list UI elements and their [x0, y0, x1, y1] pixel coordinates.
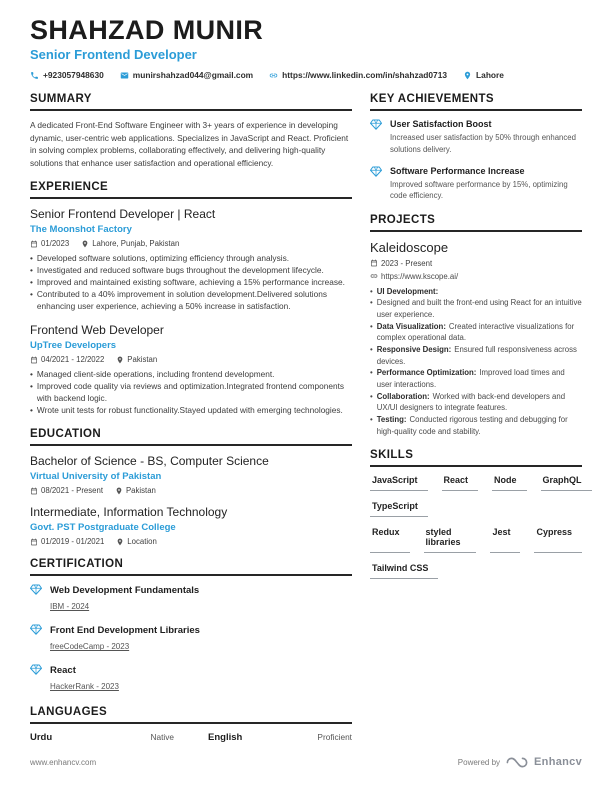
- achievement-entry: [370, 166, 582, 202]
- page-footer: [30, 756, 582, 768]
- skills-row: [370, 475, 582, 491]
- certification-heading: CERTIFICATION: [30, 558, 352, 576]
- enhancv-logo-icon: [506, 757, 528, 768]
- language-entry: [30, 732, 174, 743]
- project-bullet: • Data Visualization: Created interactive visualizations for complex operational data.: [370, 321, 575, 343]
- project-bullet: • Testing: Conducted rigorous testing and debugging for high-quality code and stability.: [370, 415, 568, 436]
- achievement-entry: [370, 119, 582, 155]
- project-bullet: • Collaboration: Worked with back-end developers and UX/UI designers to integrate features.: [370, 391, 566, 413]
- project-date-row: [370, 259, 582, 268]
- certification-section: [30, 558, 352, 694]
- education-entry: [30, 505, 352, 546]
- bullet-item: • Improved and maintained existing software, achieving a 15% performance increase.: [30, 277, 345, 288]
- job-bullets: [30, 368, 352, 416]
- degree-date: [30, 486, 103, 495]
- achievement-title: User Satisfaction Boost: [390, 119, 492, 130]
- location-pin-icon: [115, 487, 123, 495]
- bullet-item: • Improved code quality via reviews and optimization.Integrated frontend components with backend logic.: [30, 381, 345, 404]
- experience-section: [30, 181, 352, 416]
- company-name: The Moonshot Factory: [30, 224, 132, 236]
- cert-issuer-link[interactable]: freeCodeCamp - 2023: [50, 642, 130, 652]
- degree-title: Intermediate, Information Technology: [30, 505, 228, 520]
- email-icon: [120, 71, 129, 80]
- job-location-value: Pakistan: [127, 355, 158, 365]
- project-url-link[interactable]: https://www.kscope.ai/: [381, 271, 459, 281]
- location-pin-icon: [81, 240, 89, 248]
- calendar-icon: [30, 356, 38, 364]
- diamond-icon: [30, 584, 42, 595]
- skill-tag: TypeScript: [370, 501, 428, 517]
- language-level: Native: [150, 732, 174, 743]
- project-bullet: • Designed and built the front-end using React for an intuitive user experience.: [370, 298, 582, 319]
- link-icon: [370, 272, 378, 280]
- job-title: Frontend Web Developer: [30, 323, 164, 338]
- education-heading: EDUCATION: [30, 428, 352, 446]
- certification-entry: [30, 664, 352, 694]
- location-pin-icon: [116, 356, 124, 364]
- project-bullet: • Responsive Design: Ensured full responsiveness across devices.: [370, 344, 577, 366]
- job-date: [30, 239, 69, 248]
- job-bullets: [30, 252, 352, 312]
- cert-issuer-link[interactable]: HackerRank - 2023: [50, 682, 119, 692]
- job-date-value: 04/2021 - 12/2022: [41, 355, 105, 365]
- calendar-icon: [30, 240, 38, 248]
- right-column: [370, 93, 582, 755]
- degree-location-value: Pakistan: [125, 486, 156, 496]
- company-name: UpTree Developers: [30, 340, 117, 352]
- job-location: [81, 239, 179, 248]
- degree-meta: [30, 537, 352, 546]
- language-name: English: [208, 732, 243, 744]
- job-location: [116, 355, 157, 364]
- skill-tag: Redux: [370, 527, 410, 553]
- diamond-icon: [30, 664, 42, 675]
- enhancv-brand-name: Enhancv: [534, 756, 582, 768]
- key-achievements-section: [370, 93, 582, 201]
- languages-heading: LANGUAGES: [30, 706, 352, 724]
- key-achievements-heading: KEY ACHIEVEMENTS: [370, 93, 582, 111]
- powered-by: [458, 756, 582, 768]
- experience-heading: EXPERIENCE: [30, 181, 352, 199]
- job-date: [30, 355, 104, 364]
- skills-heading: SKILLS: [370, 449, 582, 467]
- skill-tag: styled libraries: [424, 527, 477, 553]
- calendar-icon: [30, 487, 38, 495]
- school-name: Govt. PST Postgraduate College: [30, 522, 176, 534]
- diamond-icon: [370, 119, 382, 130]
- calendar-icon: [30, 538, 38, 546]
- project-bullet: • Performance Optimization: Improved load times and user interactions.: [370, 368, 565, 390]
- degree-date-value: 01/2019 - 01/2021: [41, 537, 105, 547]
- project-title: Kaleidoscope: [370, 239, 449, 255]
- degree-title: Bachelor of Science - BS, Computer Science: [30, 454, 269, 469]
- skills-row: [370, 501, 582, 517]
- job-meta: [30, 355, 352, 364]
- location-value: Lahore: [476, 70, 504, 81]
- link-icon: [269, 71, 278, 80]
- calendar-icon: [370, 259, 378, 267]
- degree-location: [116, 537, 156, 546]
- skills-row: [370, 563, 582, 579]
- skill-tag: Tailwind CSS: [370, 563, 438, 579]
- cert-issuer-link[interactable]: IBM - 2024: [50, 602, 90, 612]
- achievement-text: Improved software performance by 15%, optimizing code efficiency.: [390, 179, 568, 201]
- skill-tag: Jest: [490, 527, 520, 553]
- experience-entry: [30, 323, 352, 416]
- bullet-item: • Managed client-side operations, including frontend development.: [30, 369, 275, 380]
- bullet-item: • Wrote unit tests for robust functionality.Stayed updated with emerging technologies.: [30, 405, 343, 416]
- degree-date: [30, 537, 104, 546]
- skills-row: [370, 527, 582, 553]
- skill-tag: React: [442, 475, 479, 491]
- certification-entry: [30, 624, 352, 654]
- phone-value: +923057948630: [43, 70, 104, 81]
- bullet-item: • Developed software solutions, optimizing efficiency through analysis.: [30, 253, 290, 264]
- cert-name: React: [50, 665, 76, 677]
- contact-phone: [30, 70, 104, 80]
- project-date: 2023 - Present: [381, 258, 433, 268]
- language-level: Proficient: [317, 732, 352, 743]
- certification-entry: [30, 584, 352, 614]
- languages-row: [30, 732, 352, 743]
- phone-icon: [30, 71, 39, 80]
- left-column: [30, 93, 352, 755]
- degree-location-value: Location: [127, 537, 157, 547]
- contact-email[interactable]: [120, 70, 253, 80]
- school-name: Virtual University of Pakistan: [30, 471, 162, 483]
- cert-name: Web Development Fundamentals: [50, 585, 200, 597]
- enhancv-site-link[interactable]: www.enhancv.com: [30, 757, 97, 767]
- linkedin-value: https://www.linkedin.com/in/shahzad0713: [282, 70, 448, 81]
- candidate-name: SHAHZAD MUNIR: [30, 15, 264, 45]
- email-value: munirshahzad044@gmail.com: [132, 70, 254, 81]
- languages-section: [30, 706, 352, 743]
- job-title: Senior Frontend Developer | React: [30, 207, 216, 222]
- degree-date-value: 08/2021 - Present: [41, 486, 103, 496]
- contact-location: [463, 70, 504, 80]
- skill-tag: Node: [492, 475, 527, 491]
- contact-row: [30, 70, 582, 80]
- language-name: Urdu: [30, 732, 53, 744]
- skill-tag: JavaScript: [370, 475, 428, 491]
- job-date-value: 01/2023: [41, 239, 70, 249]
- resume-header: [30, 16, 582, 80]
- contact-linkedin[interactable]: [269, 70, 447, 80]
- summary-heading: SUMMARY: [30, 93, 352, 111]
- achievement-text: Increased user satisfaction by 50% through enhanced solutions delivery.: [390, 133, 576, 154]
- project-bullets: [370, 286, 582, 438]
- powered-by-label: Powered by: [457, 757, 501, 767]
- bullet-item: • Contributed to a 40% improvement in solution development.Delivered solutions enhancing user experience, achieving a 50% increase in satisfaction.: [30, 289, 327, 312]
- language-entry: [208, 732, 352, 743]
- experience-entry: [30, 207, 352, 312]
- project-link-row: [370, 272, 582, 281]
- project-bullet: • UI Development:: [370, 286, 439, 296]
- summary-text: A dedicated Front-End Software Engineer with 3+ years of experience in developing dynamic, user-centric web applications. Specializes in JavaScript and React. Proficient in solving complex problems, collaborating effectively, and delivering high-quality solutions that enhance user satisfaction and operational efficiency.: [30, 120, 349, 168]
- degree-meta: [30, 486, 352, 495]
- projects-section: [370, 214, 582, 438]
- achievement-title: Software Performance Increase: [390, 165, 525, 176]
- diamond-icon: [30, 624, 42, 635]
- cert-name: Front End Development Libraries: [50, 625, 200, 637]
- location-pin-icon: [116, 538, 124, 546]
- education-section: [30, 428, 352, 546]
- diamond-icon: [370, 166, 382, 177]
- location-pin-icon: [463, 71, 472, 80]
- job-location-value: Lahore, Punjab, Pakistan: [92, 239, 180, 249]
- candidate-title: Senior Frontend Developer: [30, 47, 197, 63]
- summary-section: [30, 93, 352, 169]
- skill-tag: Cypress: [534, 527, 582, 553]
- skills-section: [370, 449, 582, 579]
- education-entry: [30, 454, 352, 495]
- job-meta: [30, 239, 352, 248]
- bullet-item: • Investigated and reduced software bugs throughout the development lifecycle.: [30, 265, 324, 276]
- skill-tag: GraphQL: [541, 475, 592, 491]
- degree-location: [115, 486, 156, 495]
- projects-heading: PROJECTS: [370, 214, 582, 232]
